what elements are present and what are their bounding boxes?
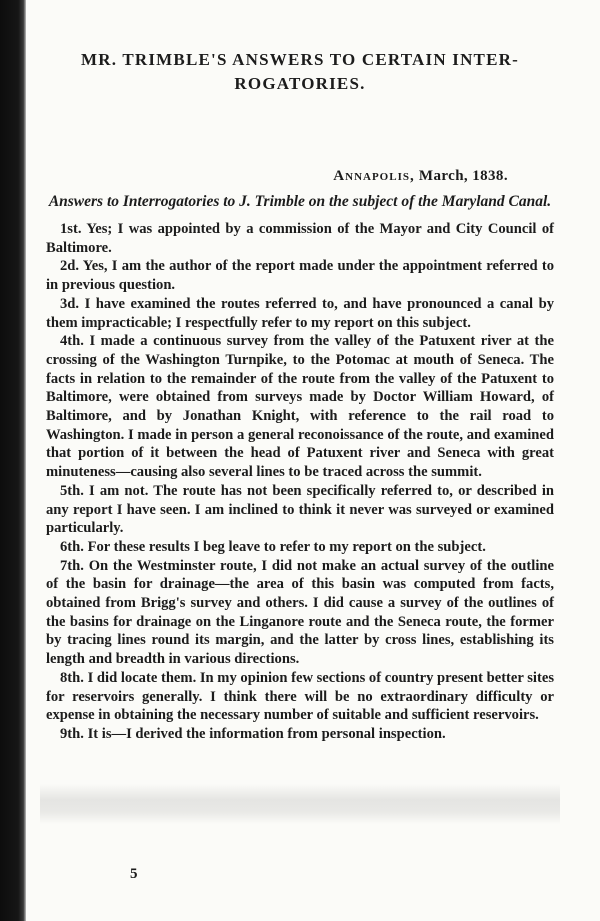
answer-number: 2d.: [60, 258, 80, 275]
answer-text: I did locate them. In my opinion few sections of country present better sites for reservoirs generally. I think there will be no extraordinary difficulty or expense in obtaining the necessary number of suitable and sufficient reservoirs.: [46, 669, 555, 724]
answer-paragraph: [46, 557, 554, 669]
answer-number: 6th.: [60, 538, 84, 555]
document-title: [46, 48, 554, 96]
page-number: 5: [130, 866, 138, 882]
answer-paragraph: [46, 482, 554, 538]
answer-text: Yes; I was appointed by a commission of the Mayor and City Council of Baltimore.: [46, 221, 555, 256]
answer-text: For these results I beg leave to refer to my report on the subject.: [87, 538, 486, 555]
answer-paragraph: [46, 669, 554, 725]
answer-paragraph: [46, 725, 554, 744]
dateline-date: March, 1838.: [418, 168, 508, 184]
answer-number: 8th.: [60, 669, 84, 686]
dateline: [46, 168, 554, 185]
answer-paragraph: [46, 538, 554, 557]
document-subhead: Answers to Interrogatories to J. Trimble on the subject of the Maryland Canal.: [48, 193, 552, 210]
print-smudge: [40, 784, 560, 824]
answer-number: 3d.: [60, 295, 80, 312]
title-line-1: MR. TRIMBLE'S ANSWERS TO CERTAIN INTER-: [81, 50, 519, 69]
answer-text: Yes, I am the author of the report made under the appointment referred to in previous question.: [46, 258, 554, 294]
answer-number: 5th.: [60, 482, 84, 499]
answer-number: 4th.: [60, 333, 84, 350]
answer-text: I am not. The route has not been specifically referred to, or described in any report I have seen. I am inclined to think it never was surveyed or examined particularly.: [46, 482, 554, 537]
answer-text: I made a continuous survey from the valley of the Patuxent river at the crossing of the Washington Turnpike, to the Potomac at mouth of Seneca. The facts in relation to the remainder of the route from the valley of the Patuxent to Baltimore, were obtained from surveys made by Doctor William Howard, of Baltimore, and by Jonathan Knight, with reference to the rail road to Washington. I made in person a general reconoissance of the route, and examined that portion of it between the head of Patuxent river and Seneca with great minuteness—causing also several lines to be traced across the summit.: [46, 333, 554, 481]
answer-number: 7th.: [60, 557, 84, 574]
answer-paragraph: [46, 257, 554, 294]
answer-paragraph: [46, 220, 554, 257]
answer-number: 9th.: [60, 725, 84, 742]
title-line-2: ROGATORIES.: [234, 74, 366, 93]
dateline-place: Annapolis,: [333, 168, 415, 184]
answer-number: 1st.: [60, 221, 82, 237]
answer-paragraph: [46, 295, 554, 332]
answer-text: It is—I derived the information from personal inspection.: [87, 725, 446, 742]
answer-paragraph: [46, 332, 554, 482]
answer-text: I have examined the routes referred to, and have pronounced a canal by them impracticable; I respectfully refer to my report on this subject.: [46, 295, 554, 331]
page-content: [46, 48, 554, 744]
answer-text: On the Westminster route, I did not make an actual survey of the outline of the basin for drainage—the area of this basin was computed from facts, obtained from Brigg's survey and others. I did cause a survey of the outlines of the basins for drainage on the Linganore route and the Seneca route, the former by tracing lines round its margin, and the latter by cross lines, establishing its length and breadth in various directions.: [46, 557, 554, 668]
binding-shadow: [0, 0, 26, 921]
answers-list: [46, 220, 554, 744]
